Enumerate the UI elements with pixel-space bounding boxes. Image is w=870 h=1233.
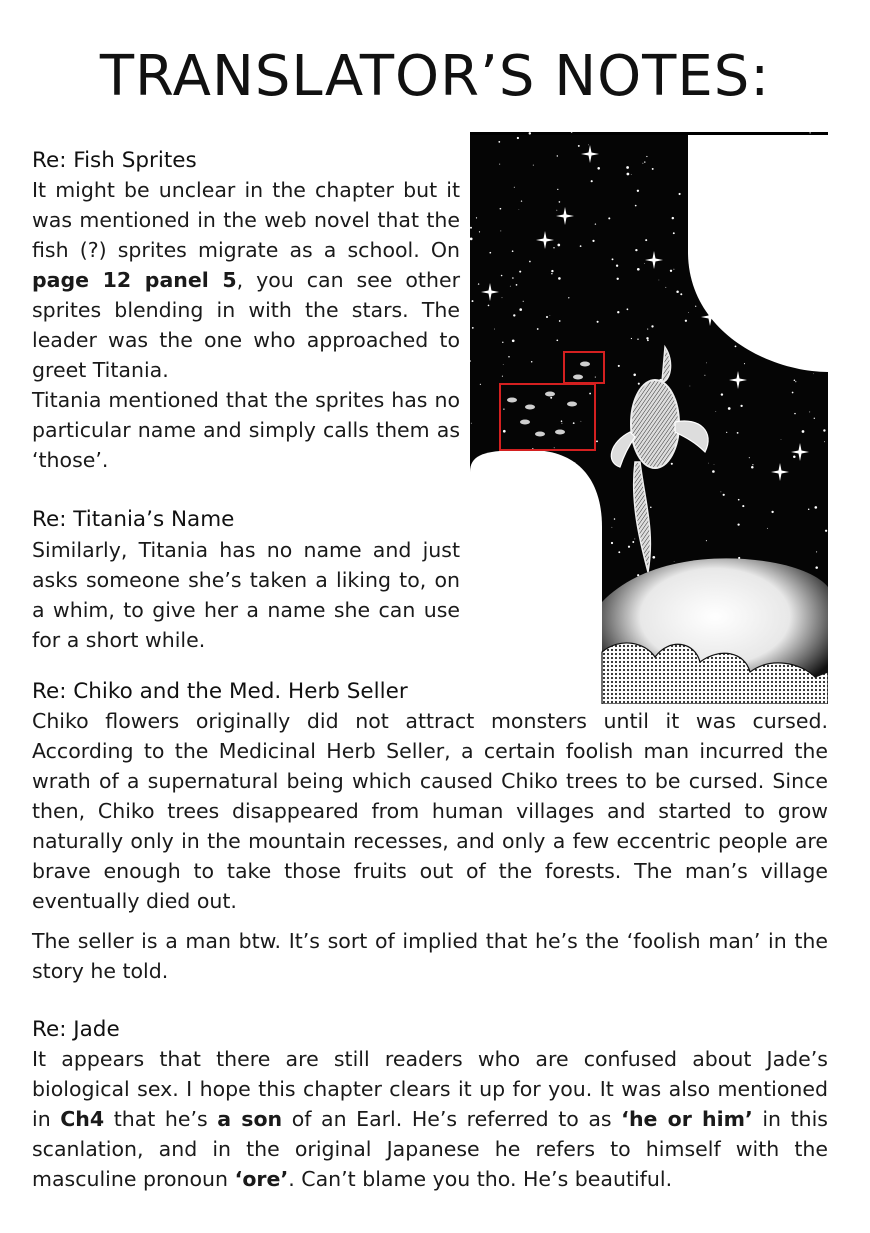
star (513, 314, 515, 316)
star (523, 301, 524, 302)
star (501, 275, 503, 277)
star (637, 268, 640, 271)
star (561, 423, 562, 424)
star (823, 429, 825, 431)
star (795, 381, 796, 382)
star (546, 316, 548, 318)
star (472, 327, 474, 329)
star (706, 540, 707, 541)
star (502, 297, 503, 298)
fish-sprites-paragraph-1: It might be unclear in the chapter but it was mentioned in the web novel that the fish (?) sprites migrate as a school. On page 12 panel 5, you can see other sprites blending in with the stars. The leader was the one who approached to greet Titania. (32, 178, 460, 382)
star (635, 249, 637, 251)
star (519, 209, 520, 210)
star (612, 527, 613, 528)
small-fish-sprite (567, 402, 577, 407)
star (556, 210, 557, 211)
star (494, 329, 495, 330)
star (809, 132, 810, 133)
star (519, 308, 522, 311)
star (802, 430, 805, 433)
star (744, 363, 745, 364)
star (742, 505, 744, 507)
star (642, 163, 643, 164)
small-fish-sprite (573, 375, 583, 380)
star (588, 145, 589, 146)
star (767, 528, 768, 529)
star (478, 283, 479, 284)
star (551, 270, 553, 272)
small-fish-sprite (545, 392, 555, 397)
star (647, 339, 649, 341)
star (794, 413, 795, 414)
star (503, 408, 504, 409)
star (597, 167, 600, 170)
star (519, 271, 521, 273)
star (814, 506, 817, 509)
star (695, 306, 696, 307)
star (809, 411, 810, 412)
star (752, 464, 753, 465)
star (680, 293, 682, 295)
star (825, 530, 827, 532)
star (508, 356, 510, 358)
star (749, 457, 750, 458)
star (688, 312, 689, 313)
fish-sprites-paragraph-2: Titania mentioned that the sprites has no particular name and simply calls them as ‘those’. (32, 388, 460, 472)
star (551, 273, 552, 274)
star (635, 205, 637, 207)
small-fish-sprite (507, 398, 517, 403)
star (626, 166, 629, 169)
star (633, 374, 636, 377)
star (735, 345, 737, 347)
star (672, 217, 674, 219)
star (533, 165, 534, 166)
star (480, 384, 481, 385)
star (808, 508, 810, 510)
star (498, 141, 500, 143)
star (813, 373, 814, 374)
star (638, 383, 640, 385)
jade-paragraph: It appears that there are still readers who are confused about Jade’s biological sex. I hope this chapter clears it up for you. It was also mentioned in Ch4 that he’s a son of an Earl. He’s referred to as ‘he or him’ in this scanlation, and in the original Japanese he refers to himself with the masculine pronoun ‘ore’. Can’t blame you tho. He’s beautiful. (32, 1047, 828, 1191)
star (500, 208, 502, 210)
star (553, 247, 554, 248)
manga-panel-image (470, 132, 828, 704)
star (721, 393, 723, 395)
star (708, 463, 709, 464)
star (627, 308, 629, 310)
star (488, 305, 490, 307)
star (781, 439, 782, 440)
chiko-paragraph-1: Chiko flowers originally did not attract monsters until it was cursed. According to the Medicinal Herb Seller, a certain foolish man incurred the wrath of a supernatural being which caused Chiko trees to be cursed. Since then, Chiko trees disappeared from human villages and started to grow naturally only in the mountain recesses, and only a few eccentric people are brave enough to take those fruits out of the forests. The man’s village eventually died out. (32, 709, 828, 913)
star (637, 190, 639, 192)
star (595, 223, 596, 224)
white-bubble-left (470, 450, 602, 704)
star (561, 420, 563, 422)
star (558, 277, 561, 280)
page-title: TRANSLATOR’S NOTES: (99, 44, 771, 109)
star (612, 258, 614, 260)
star (557, 155, 558, 156)
star (659, 280, 660, 281)
star (751, 466, 754, 469)
star (646, 156, 647, 157)
star (824, 441, 825, 442)
star (737, 432, 739, 434)
star (476, 217, 477, 218)
star (503, 430, 506, 433)
star (559, 320, 561, 322)
star (611, 542, 613, 544)
star (608, 217, 610, 219)
star (597, 321, 599, 323)
star (559, 201, 561, 203)
star (550, 315, 551, 316)
star (723, 494, 725, 496)
star (652, 168, 654, 170)
small-fish-sprite (520, 420, 530, 425)
star (644, 263, 645, 264)
star (529, 261, 531, 263)
star (816, 551, 817, 552)
star (815, 566, 818, 569)
star (592, 240, 594, 242)
star (499, 164, 500, 165)
star (673, 232, 675, 234)
star (502, 342, 503, 343)
star (580, 245, 582, 247)
star (471, 423, 472, 424)
star (676, 291, 679, 294)
star (634, 538, 635, 539)
star (578, 145, 580, 147)
small-fish-sprite (555, 430, 565, 435)
star (617, 278, 619, 280)
star (617, 311, 619, 313)
star (728, 407, 731, 410)
star (581, 421, 582, 422)
star (479, 231, 480, 232)
star (814, 418, 815, 419)
star (793, 455, 796, 458)
chiko-paragraph-2: The seller is a man btw. It’s sort of implied that he’s the ‘foolish man’ in the story he told. (32, 929, 828, 983)
star (632, 541, 634, 543)
star (726, 432, 727, 433)
star (512, 277, 514, 279)
small-fish-sprite (525, 405, 535, 410)
star (568, 297, 569, 298)
star (679, 193, 681, 195)
star (614, 518, 616, 520)
star (510, 286, 511, 287)
star (596, 440, 598, 442)
star (616, 265, 618, 267)
star (792, 392, 794, 394)
star (554, 447, 555, 448)
star (500, 230, 501, 231)
star (516, 284, 518, 286)
night-sky-illustration (470, 132, 828, 704)
star (665, 287, 666, 288)
star (645, 239, 647, 241)
page-panel-reference: page 12 panel 5 (32, 268, 237, 292)
star (595, 377, 596, 378)
star (651, 325, 653, 327)
star (674, 561, 675, 562)
star (573, 422, 575, 424)
star (685, 320, 687, 322)
star (531, 361, 533, 363)
star (557, 244, 560, 247)
titania-name-paragraph: Similarly, Titania has no name and just asks someone she’s taken a liking to, on a whim, to give her a name she can use for a short while. (32, 538, 460, 652)
star (712, 470, 715, 473)
star (557, 189, 558, 190)
star (631, 338, 632, 339)
small-fish-sprite (580, 362, 590, 367)
heading-titania-name: Re: Titania’s Name (32, 507, 235, 532)
star (673, 269, 674, 270)
star (529, 132, 531, 134)
star (517, 137, 519, 139)
small-fish-sprite (535, 432, 545, 437)
star (721, 492, 722, 493)
star (521, 200, 522, 201)
star (618, 365, 620, 367)
star (489, 252, 491, 254)
heading-fish-sprites: Re: Fish Sprites (32, 148, 197, 173)
heading-jade: Re: Jade (32, 1017, 120, 1042)
star (706, 363, 707, 364)
heading-chiko-herb-seller: Re: Chiko and the Med. Herb Seller (32, 679, 408, 704)
star (650, 507, 652, 509)
star (470, 227, 472, 229)
star (631, 174, 632, 175)
star (737, 523, 739, 525)
star (794, 379, 796, 381)
star (514, 187, 515, 188)
star (502, 376, 503, 377)
star (738, 499, 740, 501)
star (591, 180, 593, 182)
star (628, 546, 630, 548)
star (670, 270, 672, 272)
star (512, 339, 515, 342)
star (714, 464, 715, 465)
star (671, 463, 673, 465)
star (556, 339, 558, 341)
star (503, 364, 504, 365)
star (537, 328, 539, 330)
star (647, 329, 648, 330)
star (550, 397, 552, 399)
star (472, 300, 474, 302)
star (771, 511, 773, 513)
star (646, 337, 648, 339)
star (627, 173, 630, 176)
star (704, 375, 705, 376)
star (644, 161, 645, 162)
star (512, 250, 514, 252)
star (740, 405, 742, 407)
star (715, 411, 716, 412)
star (637, 338, 638, 339)
star (589, 393, 591, 395)
star (618, 551, 620, 553)
star (652, 556, 655, 559)
star (690, 386, 691, 387)
